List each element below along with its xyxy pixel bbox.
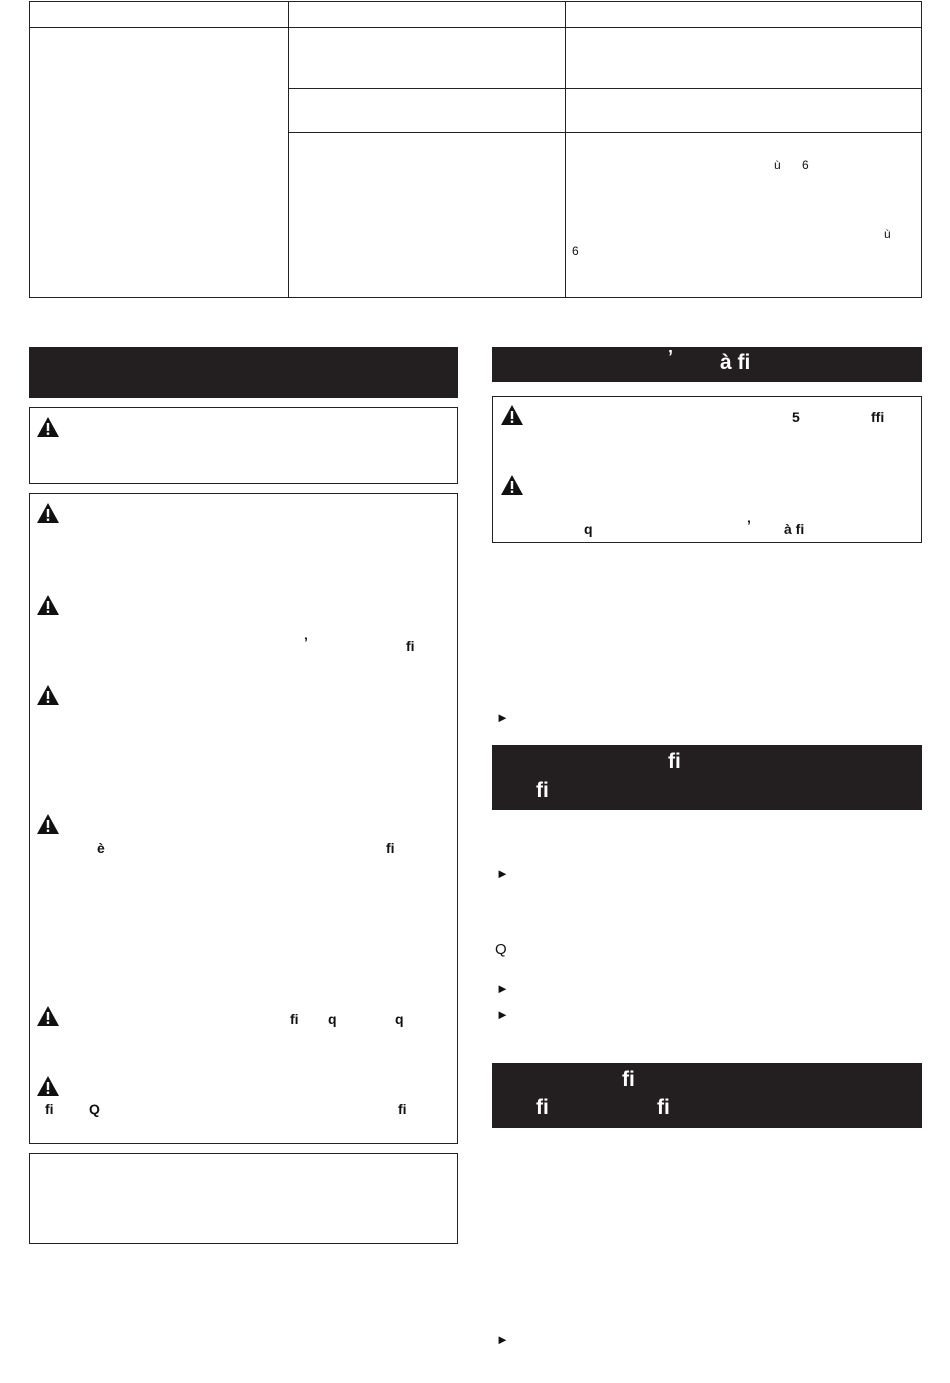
arrow-bullet-icon: ►	[496, 981, 509, 996]
table-row-divider	[288, 132, 922, 133]
arrow-bullet-icon: ►	[496, 710, 509, 725]
warning-triangle-icon	[36, 1005, 60, 1027]
warning-triangle-icon	[36, 813, 60, 835]
arrow-bullet-icon: ►	[496, 1332, 509, 1347]
warning-triangle-icon	[500, 474, 524, 496]
warning-box-1	[29, 407, 458, 484]
section-header-right-1	[492, 347, 922, 382]
table-row-divider	[29, 27, 922, 28]
section-header-left	[29, 347, 458, 398]
notice-box	[492, 396, 922, 543]
table-row-divider	[288, 88, 922, 89]
glyph: q	[328, 1011, 337, 1027]
glyph: fi	[386, 840, 395, 856]
glyph: q	[584, 521, 593, 537]
header-glyph: fi	[536, 1096, 549, 1119]
spec-table	[29, 1, 922, 298]
header-glyph: fi	[657, 1096, 670, 1119]
table-cell-text: ù	[884, 227, 891, 241]
glyph: Q	[89, 1101, 100, 1117]
header-glyph: ’	[668, 347, 674, 367]
warning-triangle-icon	[36, 416, 60, 438]
header-glyph: fi	[622, 1068, 635, 1091]
warning-triangle-icon	[36, 684, 60, 706]
glyph: à fi	[784, 521, 805, 537]
glyph: Q	[495, 941, 507, 958]
glyph: fi	[406, 638, 415, 654]
table-cell-text: 6	[572, 244, 579, 258]
header-glyph: fi	[668, 750, 681, 773]
table-cell-text: ù	[774, 158, 781, 172]
glyph: q	[395, 1011, 404, 1027]
section-header-right-3	[492, 1063, 922, 1128]
arrow-bullet-icon: ►	[496, 1007, 509, 1022]
glyph: ’	[747, 517, 751, 533]
glyph: fi	[290, 1011, 299, 1027]
glyph: ffi	[871, 409, 885, 425]
glyph: ’	[304, 634, 308, 650]
table-column-divider	[288, 1, 289, 298]
header-glyph: fi	[536, 779, 549, 802]
glyph: 5	[792, 409, 800, 425]
warning-box-2	[29, 493, 458, 1144]
table-cell-text: 6	[802, 158, 809, 172]
arrow-bullet-icon: ►	[496, 866, 509, 881]
header-glyph: à fi	[720, 351, 751, 374]
warning-triangle-icon	[36, 594, 60, 616]
warning-triangle-icon	[36, 1075, 60, 1097]
glyph: fi	[398, 1101, 407, 1117]
glyph: fi	[45, 1101, 54, 1117]
note-box	[29, 1153, 458, 1244]
glyph: è	[97, 840, 105, 856]
warning-triangle-icon	[500, 404, 524, 426]
table-column-divider	[565, 1, 566, 298]
section-header-right-2	[492, 745, 922, 810]
warning-triangle-icon	[36, 502, 60, 524]
